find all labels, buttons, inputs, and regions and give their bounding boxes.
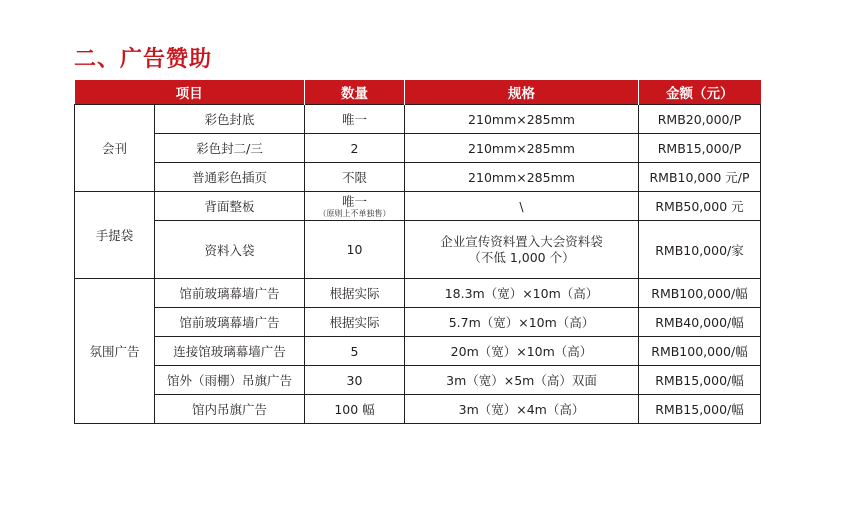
table-row [75,134,761,163]
item-cell: 馆内吊旗广告 [155,395,305,424]
spec-cell: 210mm×285mm [405,105,639,134]
spec-cell: 3m（宽）×4m（高） [405,395,639,424]
table-row [75,221,761,279]
item-cell: 彩色封底 [155,105,305,134]
qty-cell: 5 [305,337,405,366]
qty-cell: 根据实际 [305,279,405,308]
table-row [75,308,761,337]
price-cell: RMB10,000 元/P [639,163,761,192]
qty-note: （原则上不单独售） [318,208,391,218]
spec-cell: 18.3m（宽）×10m（高） [405,279,639,308]
spec-cell: 20m（宽）×10m（高） [405,337,639,366]
spec-line-1: 企业宣传资料置入大会资料袋 [440,233,603,249]
price-cell: RMB50,000 元 [639,192,761,221]
item-cell: 馆前玻璃幕墙广告 [155,308,305,337]
qty-main: 唯一 [341,193,367,209]
table-row [75,366,761,395]
table-row [75,337,761,366]
price-cell: RMB20,000/P [639,105,761,134]
spec-cell: 210mm×285mm [405,163,639,192]
price-cell: RMB15,000/P [639,134,761,163]
section-title: 二、广告赞助 [74,47,213,72]
item-cell: 普通彩色插页 [155,163,305,192]
qty-cell: 30 [305,366,405,395]
price-cell: RMB100,000/幅 [639,279,761,308]
price-cell: RMB15,000/幅 [639,366,761,395]
qty-cell: 唯一 [305,105,405,134]
header-quantity: 数量 [305,80,405,105]
table-row [75,105,761,134]
price-cell: RMB40,000/幅 [639,308,761,337]
price-cell: RMB100,000/幅 [639,337,761,366]
table-row [75,395,761,424]
header-price: 金额（元） [639,80,761,105]
item-cell: 连接馆玻璃幕墙广告 [155,337,305,366]
qty-cell: 2 [305,134,405,163]
header-spec: 规格 [405,80,639,105]
spec-cell: 5.7m（宽）×10m（高） [405,308,639,337]
qty-cell: 100 幅 [305,395,405,424]
category-cell: 氛围广告 [75,279,155,424]
item-cell: 彩色封二/三 [155,134,305,163]
item-cell: 馆前玻璃幕墙广告 [155,279,305,308]
table-row [75,163,761,192]
table-row [75,192,761,221]
sponsorship-table [74,80,761,424]
qty-cell: 不限 [305,163,405,192]
price-cell: RMB10,000/家 [639,221,761,279]
header-item: 项目 [75,80,305,105]
spec-cell: \ [405,192,639,221]
qty-cell [305,192,405,221]
spec-cell: 3m（宽）×5m（高）双面 [405,366,639,395]
category-cell: 手提袋 [75,192,155,279]
item-cell: 馆外（雨棚）吊旗广告 [155,366,305,395]
category-cell: 会刊 [75,105,155,192]
spec-line-2: （不低 1,000 个） [468,249,575,265]
spec-cell: 210mm×285mm [405,134,639,163]
qty-cell: 根据实际 [305,308,405,337]
spec-cell [405,221,639,279]
table-row [75,279,761,308]
item-cell: 背面整板 [155,192,305,221]
qty-cell: 10 [305,221,405,279]
item-cell: 资料入袋 [155,221,305,279]
table-header-row [75,80,761,105]
price-cell: RMB15,000/幅 [639,395,761,424]
